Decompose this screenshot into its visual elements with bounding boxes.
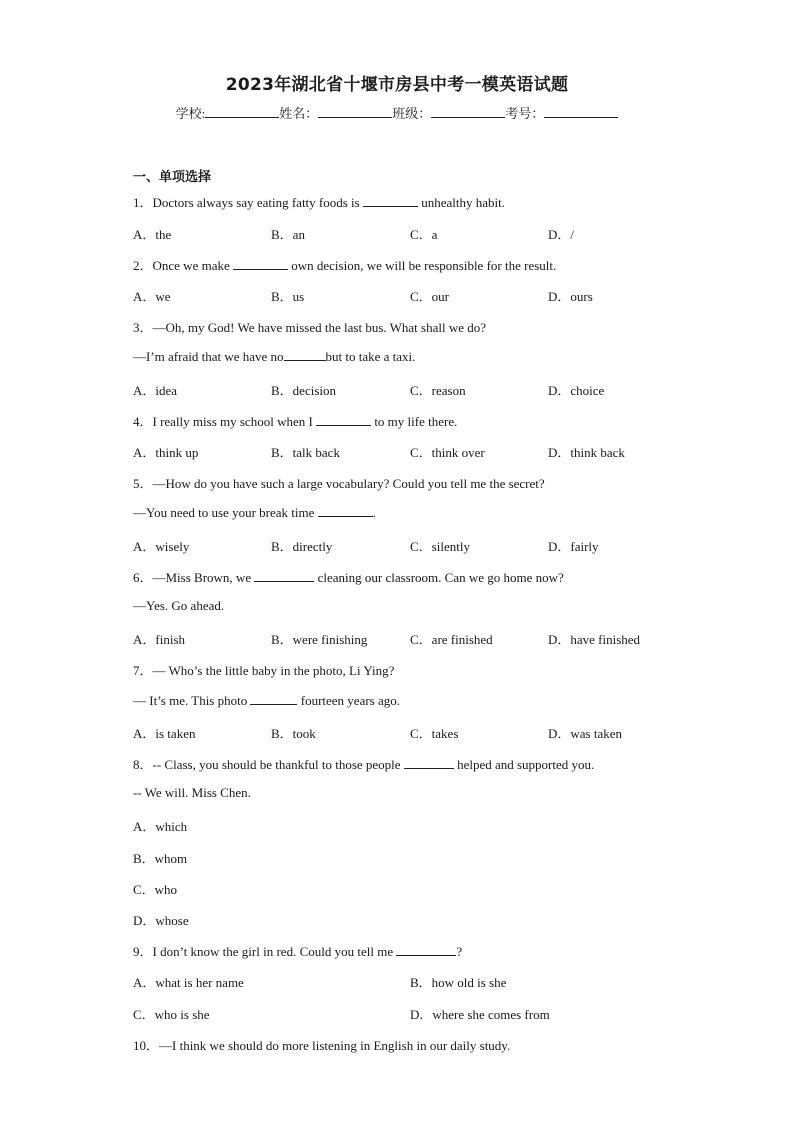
answer-blank[interactable]	[233, 257, 288, 270]
question-6-option-a[interactable]: A．finish	[133, 632, 186, 647]
question-1-option-b[interactable]: B．an	[271, 227, 305, 242]
question-2-option-a[interactable]: A．we	[133, 289, 171, 304]
question-4-option-b[interactable]: B．talk back	[271, 445, 340, 460]
question-8-reply: -- We will. Miss Chen.	[133, 785, 251, 800]
question-4-option-c[interactable]: C．think over	[410, 445, 485, 460]
school-blank[interactable]	[205, 105, 279, 118]
question-5-option-b[interactable]: B．directly	[271, 539, 333, 554]
question-2-option-c[interactable]: C．our	[410, 289, 450, 304]
question-9-option-b[interactable]: B．how old is she	[410, 975, 507, 990]
question-5-reply: —You need to use your break time .	[133, 505, 376, 520]
question-7-option-b[interactable]: B．took	[271, 726, 316, 741]
answer-blank[interactable]	[363, 194, 418, 207]
question-9-option-d[interactable]: D．where she comes from	[410, 1007, 550, 1022]
question-1-option-a[interactable]: A．the	[133, 227, 172, 242]
question-1-stem: 1．Doctors always say eating fatty foods is unhealthy habit.	[133, 195, 505, 210]
question-5-option-a[interactable]: A．wisely	[133, 539, 190, 554]
question-3-option-b[interactable]: B．decision	[271, 383, 336, 398]
question-7-option-d[interactable]: D．was taken	[548, 726, 623, 741]
question-7-stem: 7．— Who’s the little baby in the photo, Li Ying?	[133, 663, 395, 678]
question-5-option-c[interactable]: C．silently	[410, 539, 470, 554]
number-blank[interactable]	[544, 105, 618, 118]
question-7-option-c[interactable]: C．takes	[410, 726, 459, 741]
question-2-option-d[interactable]: D．ours	[548, 289, 593, 304]
answer-blank[interactable]	[316, 413, 371, 426]
name-blank[interactable]	[318, 105, 392, 118]
question-8-option-b[interactable]: B．whom	[133, 851, 188, 866]
question-8-option-d[interactable]: D．whose	[133, 913, 189, 928]
answer-blank[interactable]	[250, 692, 297, 705]
answer-blank[interactable]	[254, 569, 314, 582]
question-2-option-b[interactable]: B．us	[271, 289, 305, 304]
section-heading: 一、单项选择	[133, 170, 212, 185]
name-label: 姓名：	[279, 106, 319, 121]
question-6-stem: 6．—Miss Brown, we cleaning our classroom. Can we go home now?	[133, 570, 564, 585]
answer-blank[interactable]	[284, 348, 326, 361]
question-2-stem: 2．Once we make own decision, we will be responsible for the result.	[133, 258, 557, 273]
question-9-option-a[interactable]: A．what is her name	[133, 975, 244, 990]
answer-blank[interactable]	[396, 943, 456, 956]
class-label: 班级：	[392, 106, 432, 121]
question-4-option-a[interactable]: A．think up	[133, 445, 199, 460]
question-10-stem: 10．—I think we should do more listening in English in our daily study.	[133, 1038, 511, 1053]
question-1-option-d[interactable]: D．/	[548, 227, 575, 242]
question-4-stem: 4．I really miss my school when I to my life there.	[133, 414, 458, 429]
number-label: 考号：	[505, 106, 545, 121]
class-blank[interactable]	[431, 105, 505, 118]
question-8-stem: 8．-- Class, you should be thankful to those people helped and supported you.	[133, 757, 595, 772]
question-8-option-c[interactable]: C．who	[133, 882, 178, 897]
student-info-line	[0, 103, 794, 122]
answer-blank[interactable]	[404, 756, 454, 769]
question-6-reply: —Yes. Go ahead.	[133, 598, 225, 613]
question-6-option-c[interactable]: C．are finished	[410, 632, 493, 647]
question-9-option-c[interactable]: C．who is she	[133, 1007, 210, 1022]
answer-blank[interactable]	[318, 504, 373, 517]
school-label: 学校:	[175, 106, 206, 121]
question-3-option-a[interactable]: A．idea	[133, 383, 178, 398]
question-3-option-d[interactable]: D．choice	[548, 383, 605, 398]
question-8-option-a[interactable]: A．which	[133, 819, 188, 834]
question-3-option-c[interactable]: C．reason	[410, 383, 466, 398]
question-1-option-c[interactable]: C．a	[410, 227, 438, 242]
exam-title: 2023年湖北省十堰市房县中考一模英语试题	[225, 75, 569, 95]
question-3-reply: —I’m afraid that we have no but to take a taxi.	[133, 349, 416, 364]
question-5-stem: 5．—How do you have such a large vocabulary? Could you tell me the secret?	[133, 476, 545, 491]
question-6-option-d[interactable]: D．have finished	[548, 632, 641, 647]
question-6-option-b[interactable]: B．were finishing	[271, 632, 368, 647]
question-7-reply: — It’s me. This photo fourteen years ago.	[133, 693, 400, 708]
question-4-option-d[interactable]: D．think back	[548, 445, 625, 460]
question-9-stem: 9．I don’t know the girl in red. Could you tell me ?	[133, 944, 463, 959]
question-5-option-d[interactable]: D．fairly	[548, 539, 599, 554]
question-7-option-a[interactable]: A．is taken	[133, 726, 196, 741]
question-3-stem: 3．—Oh, my God! We have missed the last bus. What shall we do?	[133, 320, 487, 335]
